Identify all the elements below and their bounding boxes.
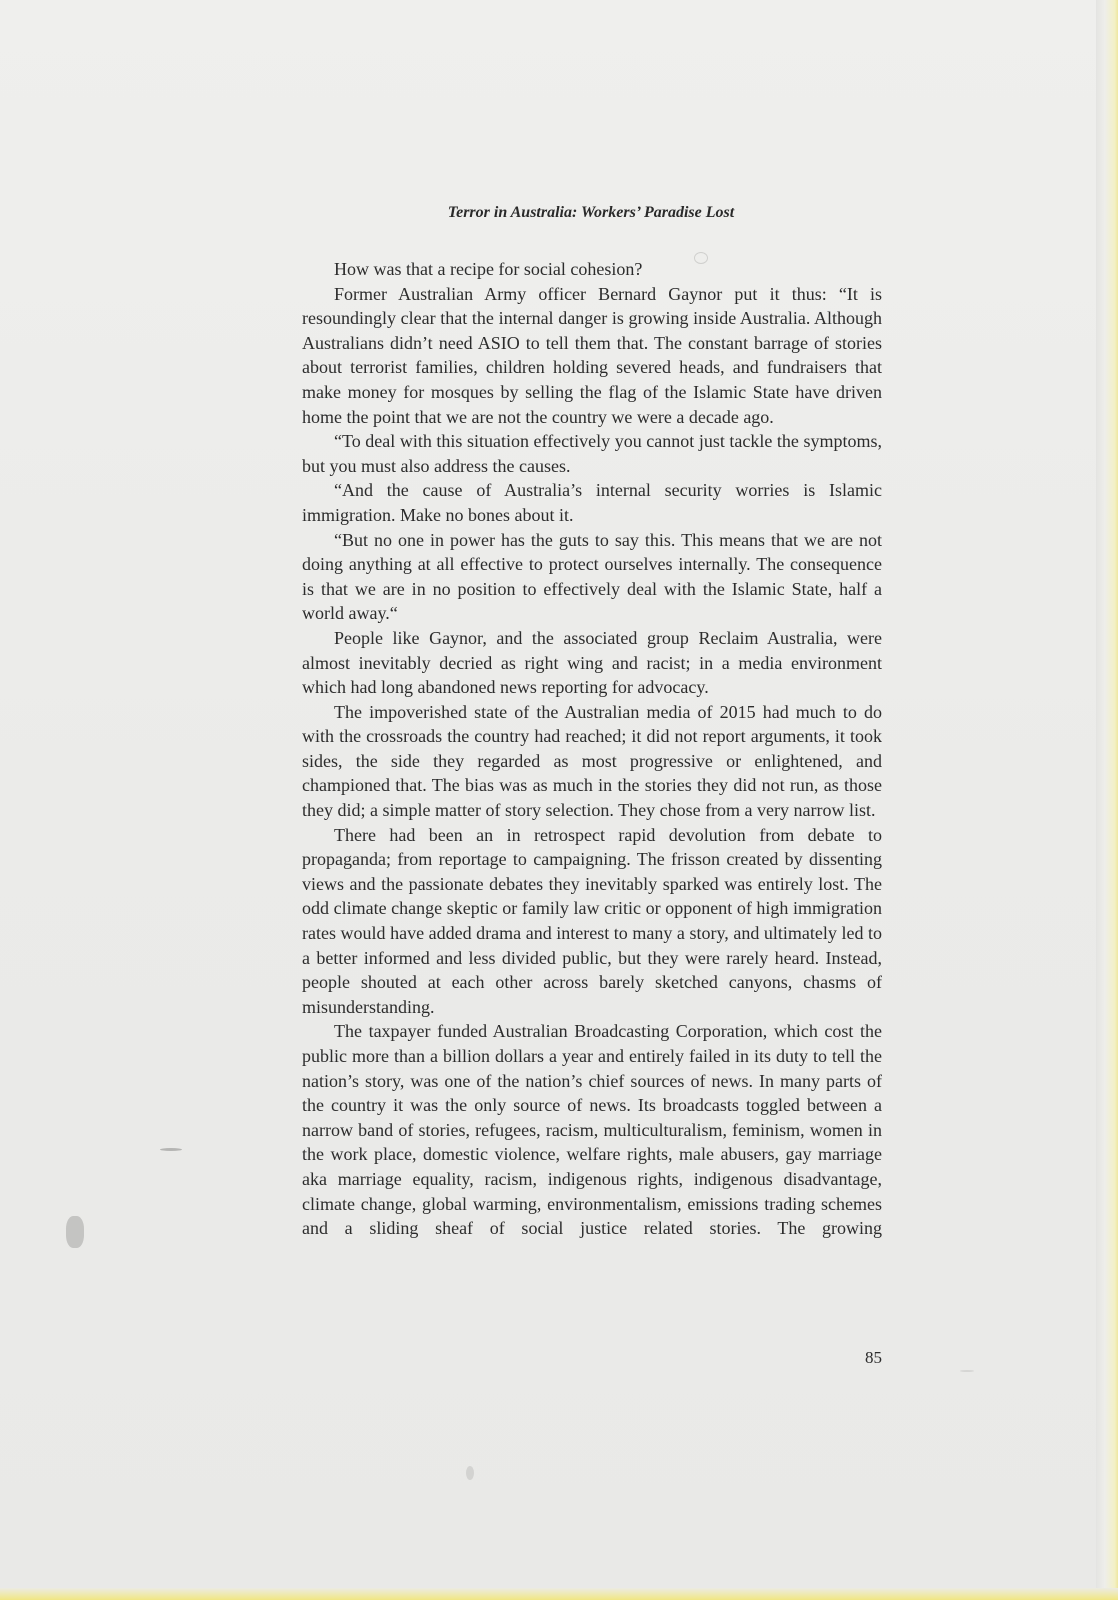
paragraph: There had been an in retrospect rapid devolution from debate to propaganda; from reportage to campaigning. The frisson created by dissenting views and the passionate debates they inevitably sparked was entirely lost. The odd climate change skeptic or family law critic or opponent of high immigration rates would have added drama and interest to many a story, and ultimately led to a better informed and less divided public, but they were rarely heard. Instead, people shouted at each other across barely sketched canyons, chasms of misunderstanding. — [302, 824, 882, 1017]
page-number: 85 — [865, 1348, 882, 1367]
paragraph: People like Gaynor, and the associated group Reclaim Australia, were almost inevitably decried as right wing and racist; in a media environment which had long abandoned news reporting for advocacy. — [302, 627, 882, 698]
paragraph: “And the cause of Australia’s internal security worries is Islamic immigration. Make no bones about it. — [302, 480, 882, 525]
scan-speck — [960, 1370, 974, 1372]
paragraph: “But no one in power has the guts to say this. This means that we are not doing anything at all effective to protect ourselves internally. The consequence is that we are in no position to effectively deal with the Islamic State, half a world away.“ — [302, 529, 882, 624]
paragraph: The taxpayer funded Australian Broadcasting Corporation, which cost the public more than a billion dollars a year and entirely failed in its duty to tell the nation’s story, was one of the nation’s chief sources of news. In many parts of the country it was the only source of news. Its broadcasts toggled between a narrow band of stories, refugees, racism, multiculturalism, feminism, women in the work place, domestic violence, welfare rights, male abusers, gay marriage aka marriage equality, racism, indigenous rights, indigenous disadvantage, climate change, global warming, environmentalism, emissions trading schemes and a sliding sheaf of social justice related stories. The growing — [302, 1021, 882, 1239]
scan-speck — [160, 1148, 182, 1151]
page-edge-bottom — [0, 1588, 1118, 1600]
scan-speck — [466, 1466, 474, 1480]
paragraph: “To deal with this situation effectively you cannot just tackle the symptoms, but you must also address the causes. — [302, 431, 882, 476]
body-text — [302, 257, 882, 1241]
page-edge-right — [1096, 0, 1118, 1600]
scan-speck — [66, 1216, 84, 1248]
running-head: Terror in Australia: Workers’ Paradise Lost — [447, 204, 735, 221]
paragraph: The impoverished state of the Australian media of 2015 had much to do with the crossroads the country had reached; it did not report arguments, it took sides, the side they regarded as most progressive or enlightened, and championed that. The bias was as much in the stories they did not run, as those they did; a simple matter of story selection. They chose from a very narrow list. — [302, 701, 882, 821]
paragraph: How was that a recipe for social cohesion? — [334, 259, 643, 279]
paragraph: Former Australian Army officer Bernard Gaynor put it thus: “It is resoundingly clear that the internal danger is growing inside Australia. Although Australians didn’t need ASIO to tell them that. The constant barrage of stories about terrorist families, children holding severed heads, and fundraisers that make money for mosques by selling the flag of the Islamic State have driven home the point that we are not the country we were a decade ago. — [302, 283, 882, 427]
